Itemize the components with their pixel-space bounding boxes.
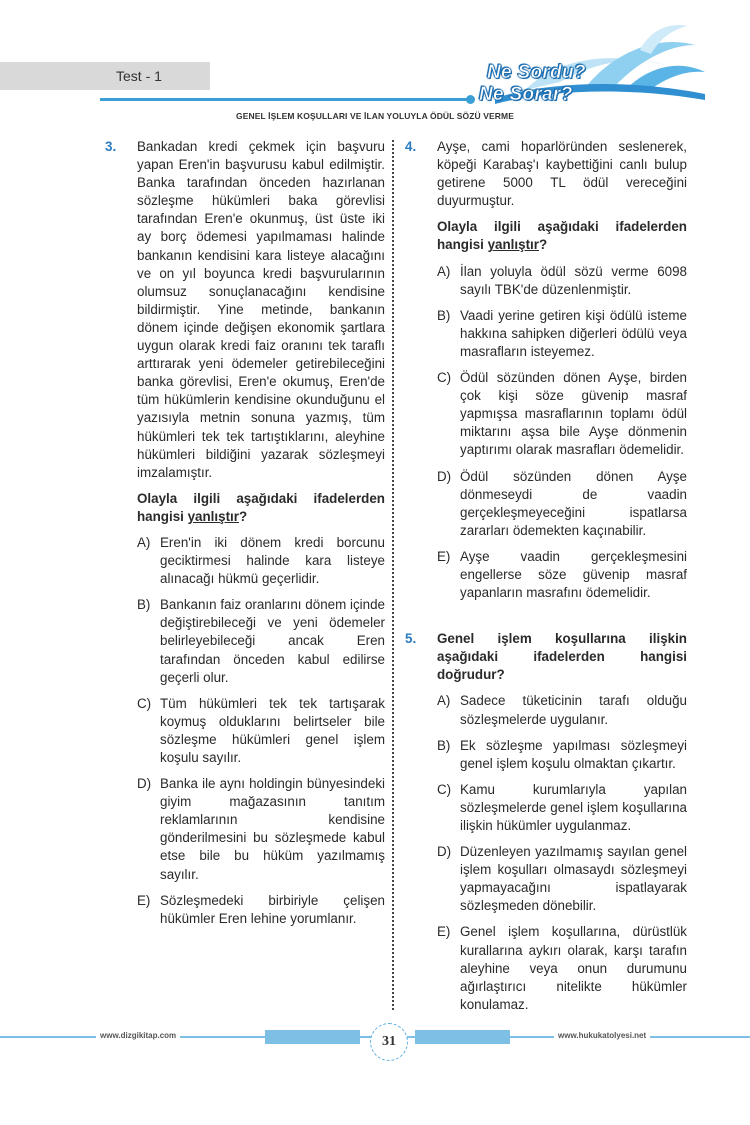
brand-logo xyxy=(465,20,715,110)
question-text: Bankadan kredi çekmek için başvuru yapan Eren'in başvurusu kabul edilmiştir. Banka tarafından önceden hazırlanan sözleşme hükümleri baka görevlisi tarafından Eren'e okunmuş, üst üste iki ay borç ödemesi yapılmaması halinde bankanın kendisini kara listeye alacağını ve on yıl boyunca kredi başvurularının olumsuz sonuçlanacağını kendisine bildirmiştir. Yine metinde, bankanın dönem içinde değişen ekonomik şartlara uygun olarak kredi faiz oranını tek taraflı arttırarak yeni ödemeler getirebileceğini banka görevlisi, Eren'e okumuş, Eren'de tüm hükümlerin kendisine okunduğunu el yazısıyla metnin sonuna yazmış, tüm hükümleri tek tek tartıştıklarını, aleyhine hükümleri bildiğini yazarak sözleşmeyi imzalamıştır. xyxy=(137,139,385,480)
footer-left-url[interactable]: www.dizgikitap.com xyxy=(96,1031,180,1040)
option-d[interactable]: D) Ödül sözünden dönen Ayşe dönmeseydi de vaadin gerçekleşmeyeceğini ispatlarsa zararları ödemekten kaçınabilir. xyxy=(437,468,687,538)
section-subtitle: GENEL İŞLEM KOŞULLARI VE İLAN YOLUYLA ÖDÜL SÖZÜ VERME xyxy=(236,111,514,121)
page-number: 31 xyxy=(370,1023,408,1061)
option-c[interactable]: C) Ödül sözünden dönen Ayşe, birden çok kişi söze güvenip masraf yapmışsa masraflarının toplamı ödül miktarını aşsa bile Ayşe dönmenin yaptırımı olarak masrafları ödemelidir. xyxy=(437,370,687,458)
brand-title-2: Ne Sorar? xyxy=(479,84,573,105)
footer-right-url[interactable]: www.hukukatolyesi.net xyxy=(554,1031,650,1040)
brand-title-1: Ne Sordu? xyxy=(487,62,586,83)
question-prompt: Olayla ilgili aşağıdaki ifadelerden hangisi yanlıştır? xyxy=(137,490,385,524)
question-number: 4. xyxy=(405,139,417,154)
column-divider xyxy=(392,140,394,1010)
option-e[interactable]: E) Sözleşmedeki birbiriyle çelişen hükümler Eren lehine yorumlanır. xyxy=(137,892,385,926)
option-a[interactable]: A) Eren'in iki dönem kredi borcunu geciktirmesi halinde kara listeye alınacağı hükmü geçerlidir. xyxy=(137,534,385,587)
option-d[interactable]: D) Banka ile aynı holdingin bünyesindeki giyim mağazasının tanıtım reklamlarının kendisine gönderilmesini bu sözleşmede kabul etse bile bu hüküm yazılmamış sayılır. xyxy=(137,776,385,882)
right-column xyxy=(405,138,687,1014)
question-prompt: Olayla ilgili aşağıdaki ifadelerden hangisi yanlıştır? xyxy=(437,219,687,253)
option-e[interactable]: E) Genel işlem koşullarına, dürüstlük kurallarına aykırı olarak, karşı tarafın aleyhine veya onun durumunu ağırlaştırıcı nitelikte hükümler konulamaz. xyxy=(437,924,687,1012)
option-a[interactable]: A) İlan yoluyla ödül sözü verme 6098 sayılı TBK'de düzenlenmiştir. xyxy=(437,263,687,297)
question-5 xyxy=(405,630,687,1014)
footer-block-left xyxy=(265,1030,360,1044)
question-number: 5. xyxy=(405,631,417,647)
option-c[interactable]: C) Kamu kurumlarıyla yapılan sözleşmelerde genel işlem koşullarına ilişkin hükümler uygulanmaz. xyxy=(437,781,687,833)
test-label: Test - 1 xyxy=(0,62,210,90)
question-4 xyxy=(405,138,687,602)
question-text: Genel işlem koşullarına ilişkin aşağıdaki ifadelerden hangisi doğrudur? xyxy=(437,631,687,683)
question-number: 3. xyxy=(105,139,117,154)
option-a[interactable]: A) Sadece tüketicinin tarafı olduğu sözleşmelerde uygulanır. xyxy=(437,693,687,727)
option-e[interactable]: E) Ayşe vaadin gerçekleşmesini engellerse söze güvenip masraf yapanların masrafını ödemelidir. xyxy=(437,548,687,601)
option-c[interactable]: C) Tüm hükümleri tek tek tartışarak koymuş olduklarını belirtseler bile sözleşme hükümleri genel işlem koşulu sayılır. xyxy=(137,695,385,765)
left-column xyxy=(105,138,385,928)
option-d[interactable]: D) Düzenleyen yazılmamış sayılan genel işlem koşulları olmasaydı sözleşmeyi yapmayacağını ispatlayarak sözleşmeden dönebilir. xyxy=(437,844,687,914)
header-dot xyxy=(466,95,475,104)
option-b[interactable]: B) Ek sözleşme yapılması sözleşmeyi genel işlem koşulu olmaktan çıkartır. xyxy=(437,737,687,771)
question-3 xyxy=(105,138,385,928)
header-rule xyxy=(100,98,470,101)
option-b[interactable]: B) Vaadi yerine getiren kişi ödülü isteme hakkına sahipken diğerleri ödülü veya masrafların isteyemez. xyxy=(437,307,687,359)
question-text: Ayşe, cami hoparlöründen seslenerek, köpeği Karabaş'ı kaybettiğini canlı bulup getirene 5000 TL ödül vereceğini duyurmuştur. xyxy=(437,139,687,209)
footer-block-right xyxy=(415,1030,510,1044)
option-b[interactable]: B) Bankanın faiz oranlarını dönem içinde değiştirebileceği ve yeni ödemeler belirleyebileceği ancak Eren tarafından önceden kabul edilirse geçerli olur. xyxy=(137,597,385,685)
